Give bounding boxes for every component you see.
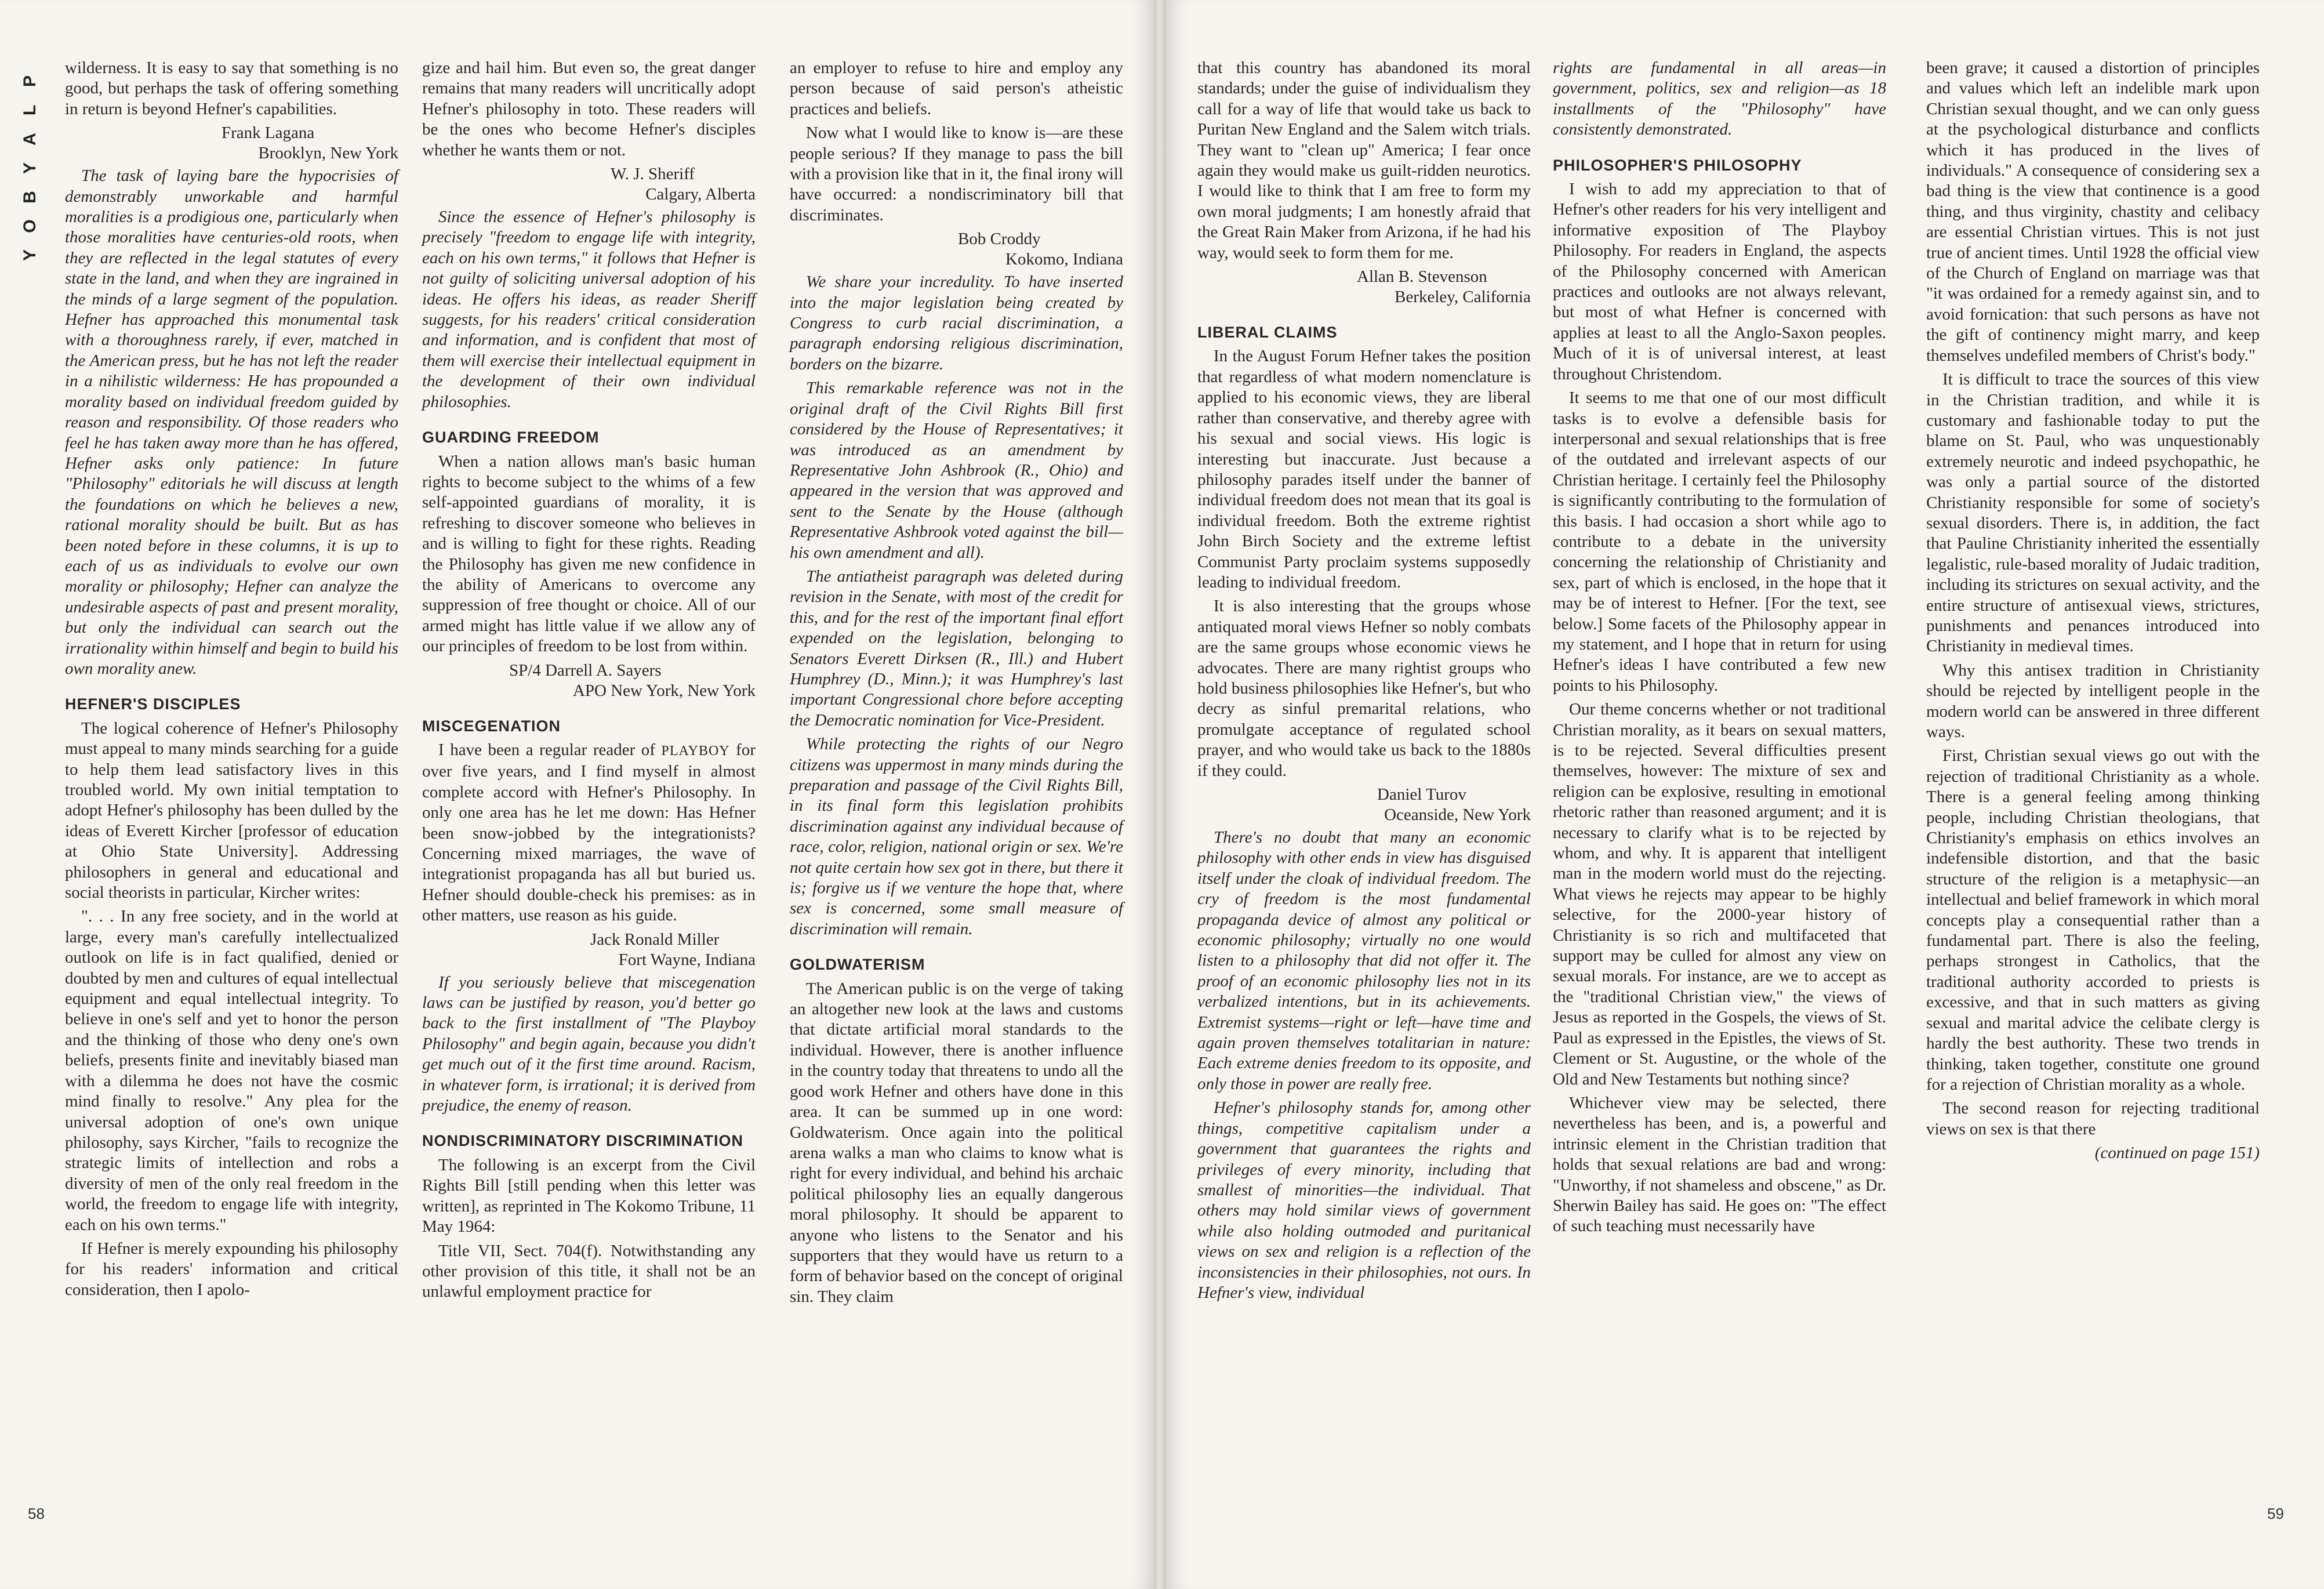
letter-text: The following is an excerpt from the Civil Rights Bill [still pending when this letter was written], as reprinted in The Kokomo Tribune, 11 May 1964: [422,1155,756,1236]
editor-reply: Since the essence of Hefner's philosophy is precisely "freedom to engage life with integrity, each on his own terms," it follows that Hefner is not guilty of soliciting universal adoption of his ideas. He offers his ideas, as reader Sheriff suggests, for his readers' critical consideration and information, and is confident that most of them will exercise their intellectual equipment in the development of their own individual philosophies. [422,208,756,411]
letter-signature [1197,267,1531,307]
letter-text: The logical coherence of Hefner's Philosophy must appeal to many minds searching for a guide to help them lead satisfactory lives in this troubled world. My own initial temptation to adopt Hefner's philosophy has been dulled by the ideas of Everett Kircher [professor of education at Ohio State University]. Addressing philosophers in general and educational and social theorists in particular, Kircher writes: [65,719,398,902]
signature-place: Oceanside, New York [1384,806,1531,824]
letter-text [422,740,756,926]
column-3 [790,58,1123,1311]
letter-signature [422,164,756,205]
letter-text: It seems to me that one of our most difficult tasks is to evolve a defensible basis for interpersonal and sexual relationships that is free of the outdated and irrelevant aspects of our Christian heritage. I certainly feel the Philosophy is significantly contributing to the formulation of this basis. I had occasion a short while ago to contribute to a debate in the university concerning the relationship of Christianity and sex, part of which is enclosed, in the hope that it may be of interest to Hefner. [For the text, see below.] Some facets of the Philosophy appear in my statement, and I hope that in return for using Hefner's ideas I have contributed a few new points to his Philosophy. [1553,389,1886,695]
signature-place: APO New York, New York [572,681,756,700]
signature-name: Frank Lagana [221,124,315,143]
letter-text: It is also interesting that the groups whose antiquated moral views Hefner so nobly combats are the same groups whose economic views he advocates. There are many rightist groups who hold business philosophies like Hefner's, but who decry as sinful premarital relations, who promulgate acceptance of regulated school prayer, and who would take us back to the 1880s if they could. [1197,597,1531,780]
section-heading: GOLDWATERISM [790,956,925,974]
page-gutter [1154,0,1165,1589]
letter-text: ". . . In any free society, and in the world at large, every man's carefully intellectualized outlook on life is in fact qualified, denied or doubted by men and cultures of equal intellectual equipment and equal intellectual integrity. To believe in one's self and yet to honor the person and the thinking of those who deny one's own beliefs, presents finite and inevitably biased man with a dilemma he does not have the cosmic mind finally to resolve." Any plea for the universal adoption of one's own unique philosophy, says Kircher, "fails to recognize the strategic limits of intellection and robs a diversity of men of the only real freedom in the world, the freedom to engage life with integrity, each on his own terms." [65,907,398,1234]
column-4 [1197,58,1531,1307]
letter-signature [422,661,756,701]
letter-text: First, Christian sexual views go out with the rejection of traditional Christianity as a whole. There is a general feeling among thinking people, including Christian theologians, that Christianity's emphasis on ethics involves an indefensible distortion, and that the basic structure of the religion is a metaphysic—an intellectual and belief framework in which moral concepts play a consequential rather than a fundamental part. There is also the feeling, perhaps strongest in Catholics, that the traditional authority accorded to priests is excessive, and that in such matters as giving sexual and marital advice the celibate clergy is hardly the best authority. These two trends in thinking, taken together, constitute one ground for a rejection of Christian morality as a whole. [1926,746,2260,1094]
letter-signature [790,229,1123,270]
letter-text-part: I have been a regular reader of [438,740,662,759]
section-heading: MISCEGENATION [422,717,561,735]
magazine-name-smallcaps: PLAYBOY [661,743,730,759]
right-page [1165,0,2324,1589]
section-heading: HEFNER'S DISCIPLES [65,695,241,713]
letter-text: When a nation allows man's basic human rights to become subject to the whims of a few self-appointed guardians of morality, it is refreshing to discover someone who believes in and is willing to fight for these rights. Reading the Philosophy has given me new confidence in the ability of Americans to overcome any suppression of free thought or choice. All of our armed might has little value if we allow any of our principles of freedom to be lost from within. [422,452,756,656]
section-heading: LIBERAL CLAIMS [1197,324,1338,342]
section-heading: PHILOSOPHER'S PHILOSOPHY [1553,156,1802,174]
signature-place: Calgary, Alberta [645,185,756,204]
editor-reply: Hefner's philosophy stands for, among other things, competitive capitalism under a government that guarantees the rights and privileges of every minority, including that smallest of minorities—the individual. That others may hold similar views of government while also holding outmoded and puritanical views on sex and religion is a reflection of the inconsistencies in their philosophies, not ours. In Hefner's view, individual [1197,1098,1531,1302]
letter-text: I wish to add my appreciation to that of Hefner's other readers for his very intelligent and informative exposition of The Playboy Philosophy. For readers in England, the aspects of the Philosophy concerned with American practices and outlooks are not always relevant, but most of what Hefner is concerned with applies at least to all the Anglo-Saxon peoples. Much of it is of universal interest, at least throughout Christendom. [1553,180,1886,383]
page-number-left: 58 [28,1505,45,1522]
letter-text: wilderness. It is easy to say that something is no good, but perhaps the task of offering something in return is beyond Hefner's capabilities. [65,59,398,118]
page-number-right: 59 [2267,1505,2284,1522]
signature-place: Brooklyn, New York [258,144,398,163]
signature-name: Daniel Turov [1377,785,1466,804]
column-1 [65,58,398,1304]
letter-text: Title VII, Sect. 704(f). Notwithstanding any other provision of this title, it shall not be an unlawful employment practice for [422,1241,756,1301]
letter-text: Why this antisex tradition in Christianity should be rejected by intelligent people in the modern world can be answered in three different ways. [1926,661,2260,741]
signature-name: Allan B. Stevenson [1357,267,1487,286]
letter-text: an employer to refuse to hire and employ any person because of said person's atheistic practices and beliefs. [790,59,1123,118]
signature-name: W. J. Sheriff [611,165,695,184]
letter-text: that this country has abandoned its moral standards; under the guise of individualism they call for a way of life that would take us back to Puritan New England and the Salem witch trials. They want to "clean up" America; I fear once again they would make us guilt-ridden neurotics. I would like to think that I am free to form my own moral judgments; I am honestly afraid that the Great Rain Maker from Arizona, if he had his way, would seek to form them for me. [1197,59,1531,262]
letter-text: The second reason for rejecting traditional views on sex is that there [1926,1099,2260,1138]
signature-place: Fort Wayne, Indiana [618,950,756,969]
continued-note: (continued on page 151) [2094,1144,2260,1163]
letter-text: The American public is on the verge of taking an altogether new look at the laws and customs that dictate artificial moral standards to the individual. However, there is another influence in the country today that threatens to undo all the good work Hefner and others have done in this area. It can be summed up in one word: Goldwaterism. Once again into the political arena walks a man who claims to know what is right for every individual, and behind his archaic political philosophy lies an equally dangerous moral philosophy. It should be apparent to anyone who listens to the Senator and his supporters that they would have us return to a form of behavior based on the concept of original sin. They claim [790,979,1123,1306]
signature-place: Berkeley, California [1395,288,1531,307]
letter-text: It is difficult to trace the sources of this view in the Christian tradition, and while it is customary and fashionable today to put the blame on St. Paul, who was unquestionably extremely neurotic and indeed psychopathic, he was only a partial source of the distorted Christianity responsible for some of society's sexual disorders. There is, in addition, the fact that Pauline Christianity inherited the essentially legalistic, rule-based morality of Judaic tradition, including its strictures on sexual activity, and the entire structure of antisexual views, strictures, punishments and penances introduced into Christianity in medieval times. [1926,370,2260,656]
editor-reply: The antiatheist paragraph was deleted during revision in the Senate, with most of the credit for this, and for the rest of the important final effort expended on the legislation, belonging to Senators Everett Dirksen (R., Ill.) and Hubert Humphrey (D., Minn.); it was Humphrey's last important Congressional chore before accepting the Democratic nomination for Vice-President. [790,567,1123,730]
letter-text: been grave; it caused a distortion of principles and values which left an indelible mark upon Christian sexual thought, and we can only guess at the psychological disturbance and conflicts which it has produced in the lives of individuals." A consequence of considering sex a bad thing is the view that continence is a good thing, and thus virginity, chastity and celibacy are essential Christian virtues. This is not just true of ancient times. Until 1928 the official view of the Church of England on marriage was that "it was ordained for a remedy against sin, and to avoid fornication: that such persons as have not the gift of continency might marry, and keep themselves undefiled members of Christ's body." [1926,59,2260,365]
signature-name: Bob Croddy [958,230,1041,249]
signature-name: SP/4 Darrell A. Sayers [509,661,662,680]
column-2 [422,58,756,1306]
letter-text: If Hefner is merely expounding his philosophy for his readers' information and critical consideration, then I apolo- [65,1239,398,1299]
letter-text: Our theme concerns whether or not traditional Christian morality, as it bears on sexual matters, is to be rejected. Several difficulties present themselves, however: The mixture of sex and religion can be explosive, resulting in emotional rhetoric rather than reasoned argument; and it is necessary to clarify what is to be rejected by whom, and why. It is apparent that intelligent man in the modern world must do the rejecting. What views he rejects may appear to be highly selective, for the 2000-year history of Christianity is so rich and multifaceted that support may be culled for almost any view on sexual morals. For instance, are we to accept as the "traditional Christian view," the views of Jesus as reported in the Gospels, the views of St. Paul as expressed in the Epistles, the views of St. Clement or St. Augustine, or the whole of the Old and New Testaments but nothing since? [1553,700,1886,1089]
editor-reply: The task of laying bare the hypocrisies of demonstrably unworkable and harmful moralities is a prodigious one, particularly when those moralities have centuries-old roots, when they are reflected in the legal statutes of every state in the land, and when they are ingrained in the minds of a large segment of the population. Hefner has approached this monumental task with a thoroughness rarely, if ever, matched in the American press, but he has not left the reader in a nihilistic wilderness: He has propounded a morality based on individual freedom guided by reason and responsibility. Of those readers who feel he has taken away more than he has offered, Hefner asks only patience: In future "Philosophy" editorials he will discuss at length the foundations on which he believes a new, rational morality should be built. But as has been noted before in these columns, it is up to each of us as individuals to evolve our own morality or philosophy; Hefner can analyze the undesirable aspects of past and present morality, but only the individual can search out the irrationality within himself and begin to build his own morality anew. [65,166,398,678]
editor-reply: We share your incredulity. To have inserted into the major legislation being created by Congress to curb racial discrimination, a paragraph endorsing religious discrimination, borders on the bizarre. [790,273,1123,373]
section-heading: GUARDING FREEDOM [422,429,600,447]
section-heading: NONDISCRIMINATORY DISCRIMINATION [422,1132,744,1150]
letter-text: Now what I would like to know is—are these people serious? If they manage to pass the bill with a provision like that in it, the final irony will have occurred: a nondiscriminatory bill that discriminates. [790,124,1123,224]
letter-text-part: for over five years, and I find myself in almost complete accord with Hefner's Philosophy. In only one area has he let me down: Has Hefner been snow-jobbed by the integrationists? Concerning mixed marriages, the wave of integrationist propaganda has all but buried us. Hefner should double-check his premises: as in other matters, use reason as his guide. [422,740,756,925]
letter-text: Whichever view may be selected, there nevertheless has been, and is, a powerful and intrinsic element in the Christian tradition that holds that sexual relations are bad and wrong: "Unworthy, if not shameless and obscene," as Dr. Sherwin Bailey has said. He goes on: "The effect of such teaching must necessarily have [1553,1093,1886,1236]
letter-signature [1197,785,1531,825]
editor-reply: rights are fundamental in all areas—in government, politics, sex and religion—as 18 installments of the "Philosophy" have consistently demonstrated. [1553,59,1886,139]
editor-reply: There's no doubt that many an economic philosophy with other ends in view has disguised itself under the cloak of individual freedom. The cry of freedom is the most fundamental propaganda device of almost any political or economic philosophy; virtually no one would listen to a philosophy that did not offer it. The proof of an economic philosophy lies not in its verbalized intentions, but in its achievements. Extremist systems—right or left—have time and again proven themselves totalitarian in nature: Each extreme denies freedom to its opposite, and only those in power are really free. [1197,828,1531,1093]
column-6 [1926,58,2260,1164]
signature-place: Kokomo, Indiana [1005,250,1123,269]
signature-name: Jack Ronald Miller [590,930,720,949]
editor-reply: If you seriously believe that miscegenation laws can be justified by reason, you'd better go back to the first installment of "The Playboy Philosophy" and begin again, because you didn't get much out of it the first time around. Racism, in whatever form, is irrational; it is derived from prejudice, the enemy of reason. [422,973,756,1115]
letter-text: In the August Forum Hefner takes the position that regardless of what modern nomenclature is applied to his economic views, they are liberal rather than conservative, and thereby agree with his sexual and social views. His logic is interesting but inaccurate. Just because a philosophy parades itself under the banner of individual freedom does not mean that its goal is individual freedom. Both the extreme rightist John Birch Society and the extreme leftist Communist Party proclaim systems supposedly leading to individual freedom. [1197,347,1531,592]
left-page [0,0,1154,1589]
letter-text: gize and hail him. But even so, the great danger remains that many readers will uncritically adopt Hefner's philosophy in toto. These readers will be the ones who become Hefner's disciples whether he wants them or not. [422,59,756,159]
letter-signature [422,930,756,970]
editor-reply: While protecting the rights of our Negro citizens was uppermost in many minds during the preparation and passage of the Civil Rights Bill, in its final form this legislation prohibits discrimination against any individual because of race, color, religion, national origin or sex. We're not quite certain how sex got in there, but there it is; forgive us if we venture the hope that, where sex is concerned, some small measure of discrimination will remain. [790,735,1123,938]
column-5 [1553,58,1886,1240]
editor-reply: This remarkable reference was not in the original draft of the Civil Rights Bill first considered by the House of Representatives; it was introduced as an amendment by Representative John Ashbrook (R., Ohio) and appeared in the version that was approved and sent to the Senate by the House (although Representative Ashbrook voted against the bill—his own amendment and all). [790,379,1123,562]
letter-signature [65,123,398,164]
masthead-vertical: P L A Y B O Y [20,75,39,262]
